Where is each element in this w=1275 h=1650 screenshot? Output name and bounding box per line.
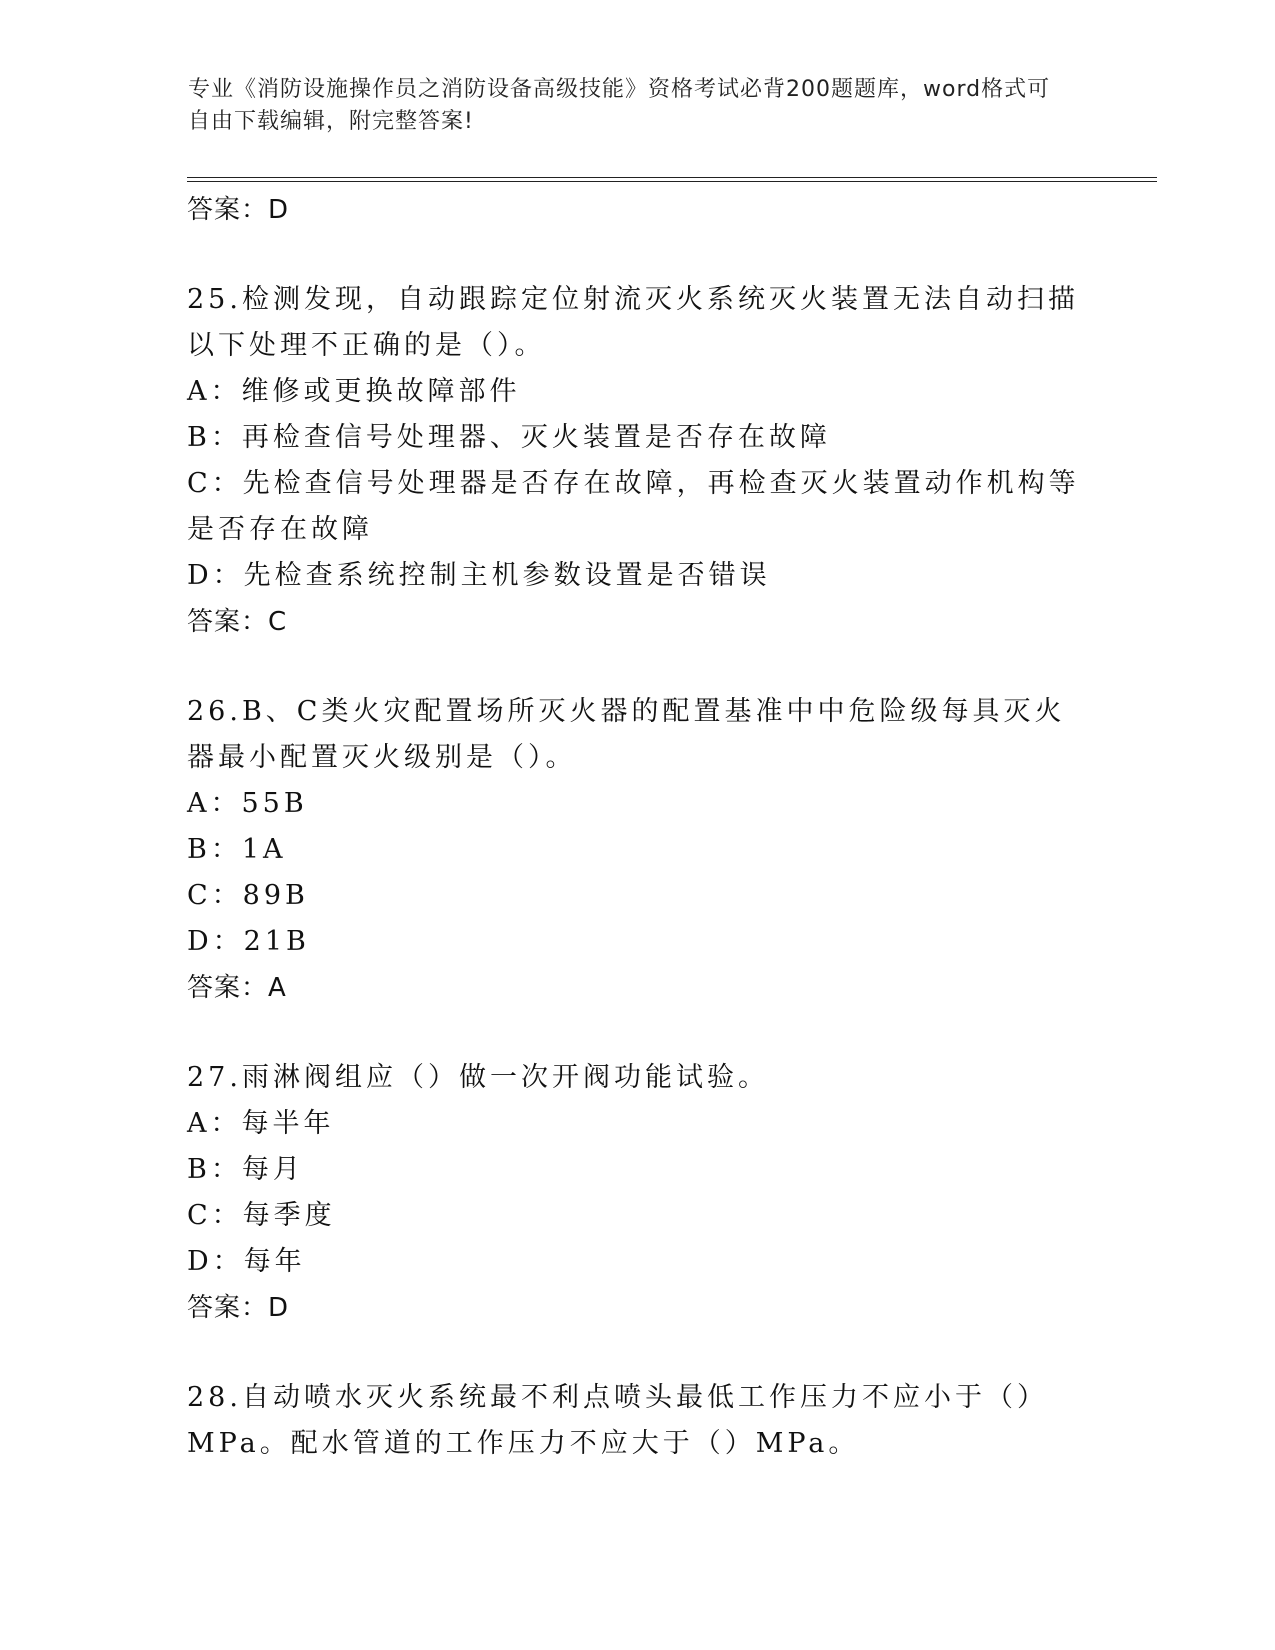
question-answer: 答案：C [187,607,288,637]
option-b: B：再检查信号处理器、灭火装置是否存在故障 [187,422,831,453]
header-divider-line-2 [187,181,1157,182]
option-c: C：每季度 [187,1200,336,1231]
option-c: C：89B [187,880,309,911]
header-divider-line [187,177,1157,178]
option-d: D：21B [187,926,310,957]
document-body [187,187,1087,1467]
question-stem: 25.检测发现，自动跟踪定位射流灭火系统灭火装置无法自动扫描以下处理不正确的是（）。 [187,284,1079,361]
question-26 [187,689,1087,1011]
question-stem: 27.雨淋阀组应（）做一次开阀功能试验。 [187,1062,769,1093]
option-d: D：每年 [187,1246,306,1277]
question-27 [187,1055,1087,1331]
option-a: A：维修或更换故障部件 [187,376,521,407]
option-a: A：55B [187,788,308,819]
question-answer: 答案：D [187,1293,290,1323]
question-stem: 26.B、C类火灾配置场所灭火器的配置基准中中危险级每具灭火器最小配置灭火级别是（）。 [187,696,1066,773]
document-header: 专业《消防设施操作员之消防设备高级技能》资格考试必背200题题库，word格式可自由下载编辑，附完整答案! [188,77,1051,134]
question-stem: 28.自动喷水灭火系统最不利点喷头最低工作压力不应小于（）MPa。配水管道的工作压力不应大于（）MPa。 [187,1382,1048,1459]
question-answer: 答案：A [187,973,287,1003]
previous-answer: 答案：D [187,195,290,225]
question-25 [187,277,1087,645]
option-b: B：1A [187,834,287,865]
option-a: A：每半年 [187,1108,335,1139]
option-c: C：先检查信号处理器是否存在故障，再检查灭火装置动作机构等是否存在故障 [187,468,1080,545]
option-d: D：先检查系统控制主机参数设置是否错误 [187,560,771,591]
option-b: B：每月 [187,1154,304,1185]
question-28 [187,1375,1087,1467]
